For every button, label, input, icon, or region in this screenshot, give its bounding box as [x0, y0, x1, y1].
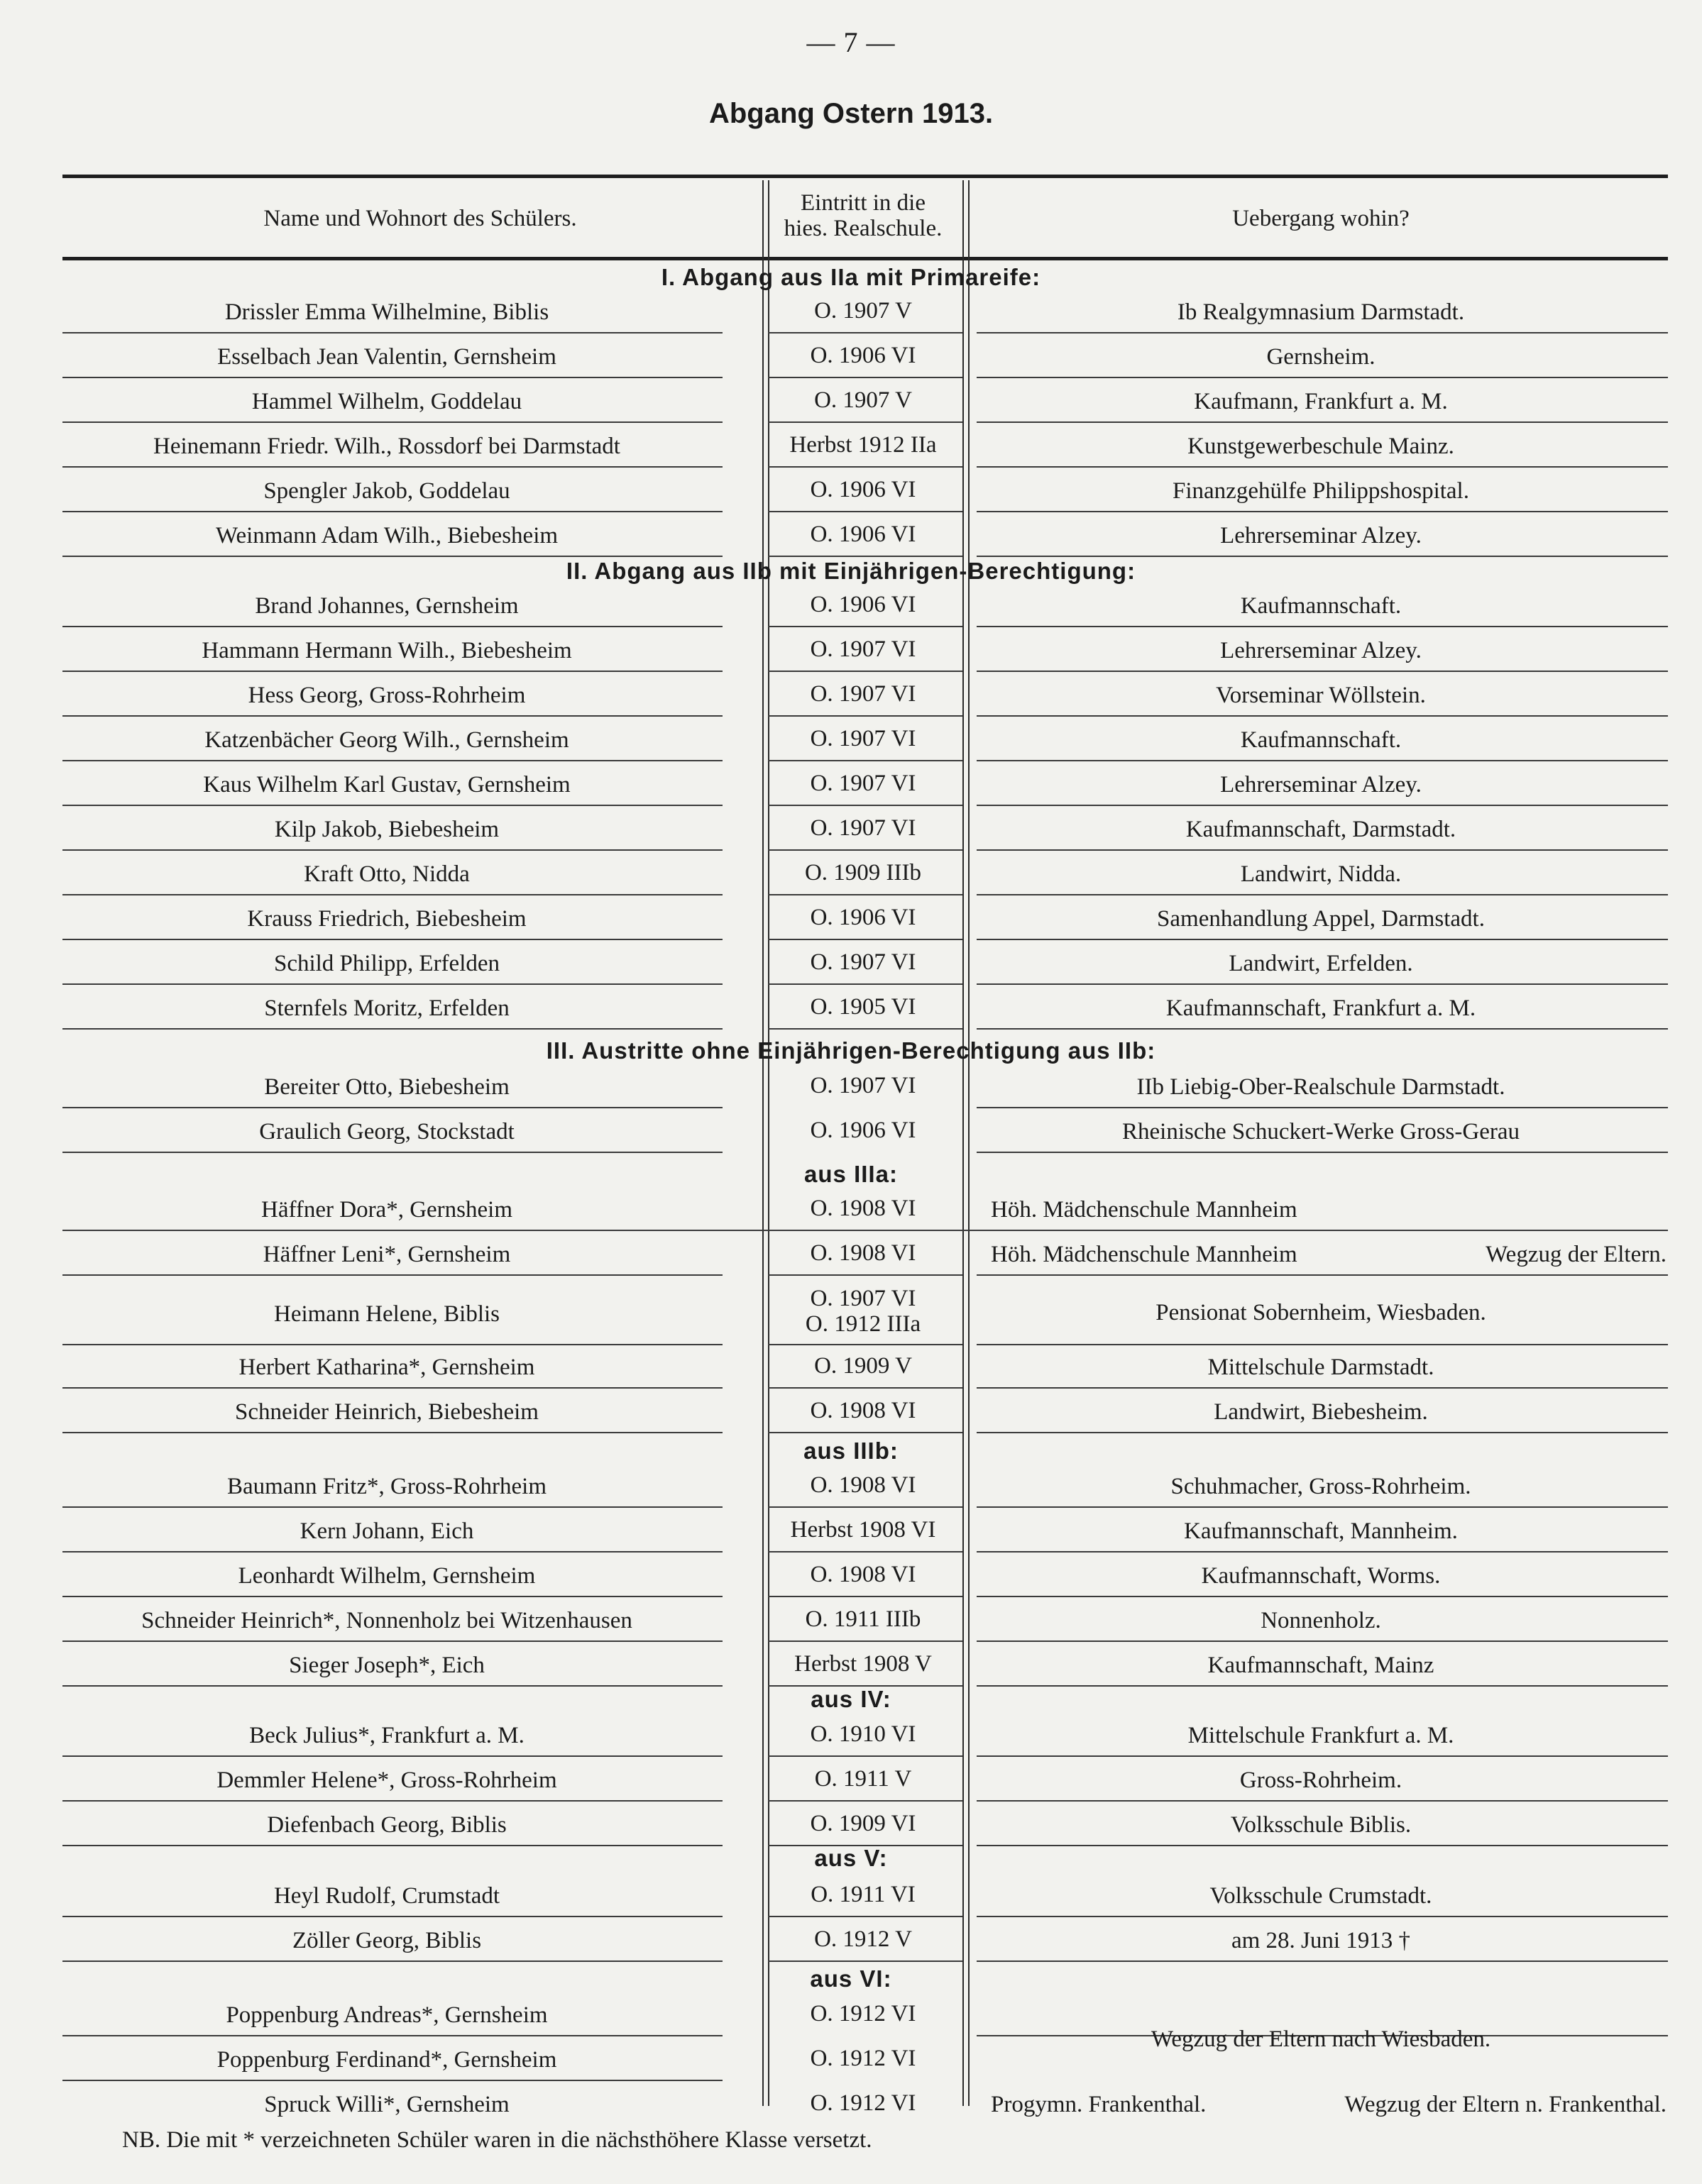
entry-date-line1: O. 1906 VI [810, 905, 916, 930]
student-name: Hess Georg, Gross-Rohrheim [248, 683, 526, 708]
row-rule [62, 1107, 723, 1108]
row-rule [62, 1596, 723, 1597]
row-rule [977, 849, 1668, 851]
student-name: Graulich Georg, Stockstadt [259, 1119, 515, 1145]
transfer-destination: Gernsheim. [1266, 344, 1376, 370]
row-rule [62, 1274, 723, 1276]
row-rule [768, 849, 962, 851]
entry-date [768, 2090, 958, 2116]
entry-date [768, 1517, 958, 1543]
entry-date [768, 771, 958, 796]
entry-date [768, 1353, 958, 1379]
entry-date-line1: O. 1906 VI [810, 477, 916, 502]
student-name: Kraft Otto, Nidda [304, 861, 470, 887]
section-heading: aus V: [814, 1845, 888, 1871]
transfer-destination: Progymn. Frankenthal. [991, 2092, 1207, 2117]
student-name: Häffner Dora*, Gernsheim [260, 1197, 512, 1223]
row-rule [62, 1432, 723, 1433]
student-name: Diefenbach Georg, Biblis [267, 1812, 507, 1838]
row-rule [977, 1028, 1668, 1030]
student-name: Sternfels Moritz, Erfelden [264, 996, 510, 1021]
student-name: Sieger Joseph*, Eich [289, 1653, 485, 1678]
entry-date-line1: O. 1908 VI [810, 1472, 916, 1498]
header-name: Name und Wohnort des Schülers. [263, 206, 577, 231]
row-rule [977, 1755, 1668, 1757]
entry-date [768, 949, 958, 975]
section-heading: aus IV: [811, 1686, 891, 1712]
header-top-rule [62, 175, 1668, 178]
row-rule [977, 1596, 1668, 1597]
row-rule [62, 377, 723, 378]
row-rule [977, 332, 1668, 333]
entry-date-line1: Herbst 1908 VI [790, 1517, 936, 1543]
transfer-destination: Kunstgewerbeschule Mainz. [1187, 434, 1454, 459]
row-rule [768, 332, 962, 333]
transfer-destination: Lehrerseminar Alzey. [1220, 638, 1422, 663]
row-rule [768, 556, 962, 557]
transfer-destination: Samenhandlung Appel, Darmstadt. [1157, 906, 1485, 932]
section-heading: aus IIIa: [804, 1161, 898, 1187]
student-name: Hammann Hermann Wilh., Biebesheim [202, 638, 572, 663]
row-rule [62, 983, 723, 985]
row-rule [977, 715, 1668, 717]
entry-date [768, 1562, 958, 1587]
row-rule [768, 1028, 962, 1030]
student-name: Katzenbächer Georg Wilh., Gernsheim [204, 727, 569, 753]
transfer-destination: Kaufmannschaft. [1240, 727, 1402, 753]
row-rule [62, 894, 723, 895]
row-rule [977, 466, 1668, 468]
row-rule [768, 1640, 962, 1642]
student-name: Heyl Rudolf, Crumstadt [273, 1883, 500, 1909]
entry-date [768, 1926, 958, 1952]
student-name: Hammel Wilhelm, Goddelau [251, 389, 522, 414]
row-rule [62, 466, 723, 468]
entry-date-line1: O. 1911 VI [811, 1882, 916, 1907]
student-name: Heinemann Friedr. Wilh., Rossdorf bei Darmstadt [153, 434, 620, 459]
entry-date [768, 1882, 958, 1907]
entry-date [768, 1472, 958, 1498]
row-rule [977, 421, 1668, 423]
column-divider-2a [962, 180, 964, 2106]
row-rule [62, 671, 723, 672]
entry-date [768, 522, 958, 547]
row-rule [62, 2035, 723, 2036]
row-rule [977, 1960, 1668, 1962]
header-entry-line1: Eintritt in die [801, 190, 926, 216]
transfer-destination: Kaufmannschaft, Mainz [1207, 1653, 1434, 1678]
row-rule [768, 1916, 962, 1917]
entry-date-line1: Herbst 1912 IIa [789, 432, 937, 458]
transfer-destination: Volksschule Biblis. [1230, 1812, 1412, 1838]
entry-date-line1: O. 1908 VI [810, 1196, 916, 1221]
entry-date [768, 1286, 958, 1337]
entry-date-line1: O. 1907 VI [810, 1286, 916, 1311]
transfer-destination: Höh. Mädchenschule Mannheim [991, 1242, 1297, 1267]
student-name: Kaus Wilhelm Karl Gustav, Gernsheim [203, 772, 571, 798]
entry-date-line1: O. 1905 VI [810, 994, 916, 1020]
row-rule [768, 1755, 962, 1757]
entry-date [768, 905, 958, 930]
entry-date [768, 726, 958, 751]
student-name: Weinmann Adam Wilh., Biebesheim [215, 523, 559, 548]
transfer-destination: Kaufmannschaft, Mannheim. [1184, 1518, 1458, 1544]
row-rule [977, 671, 1668, 672]
row-rule [62, 760, 723, 761]
entry-date-line1: O. 1909 IIIb [804, 860, 922, 886]
entry-date [768, 815, 958, 841]
row-rule [977, 760, 1668, 761]
row-rule [62, 2080, 723, 2081]
row-rule [62, 1344, 723, 1345]
row-rule [768, 760, 962, 761]
row-rule [62, 805, 723, 806]
column-divider-1a [762, 180, 764, 2106]
entry-date [768, 2046, 958, 2071]
row-rule [977, 1800, 1668, 1802]
transfer-destination: Schuhmacher, Gross-Rohrheim. [1170, 1474, 1471, 1499]
row-rule [768, 1387, 962, 1389]
transfer-destination: Höh. Mädchenschule Mannheim [991, 1197, 1297, 1223]
entry-date-line1: Herbst 1908 V [794, 1651, 932, 1677]
row-rule [62, 849, 723, 851]
row-rule [977, 1506, 1668, 1508]
row-rule [768, 1432, 962, 1433]
transfer-destination: am 28. Juni 1913 † [1231, 1928, 1411, 1953]
transfer-destination: Mittelschule Darmstadt. [1207, 1355, 1434, 1380]
entry-date [768, 1196, 958, 1221]
entry-date [768, 1651, 958, 1677]
entry-date-line1: O. 1906 VI [810, 592, 916, 617]
student-name: Heimann Helene, Biblis [273, 1301, 500, 1327]
row-rule [768, 1800, 962, 1802]
transfer-destination: Finanzgehülfe Philippshospital. [1173, 478, 1469, 504]
entry-date [768, 1721, 958, 1747]
student-name: Poppenburg Ferdinand*, Gernsheim [216, 2047, 557, 2073]
entry-date [768, 477, 958, 502]
student-name: Schneider Heinrich*, Nonnenholz bei Witzenhausen [141, 1608, 632, 1633]
entry-date [768, 2001, 958, 2026]
student-name: Baumann Fritz*, Gross-Rohrheim [226, 1474, 547, 1499]
entry-date [768, 1118, 958, 1143]
row-rule [977, 556, 1668, 557]
page-number: — 7 — [806, 26, 896, 58]
row-rule [62, 939, 723, 940]
entry-date [768, 432, 958, 458]
row-rule [62, 1640, 723, 1642]
row-rule [62, 1506, 723, 1508]
row-rule [768, 1274, 962, 1276]
transfer-note: Wegzug der Eltern n. Frankenthal. [1344, 2092, 1667, 2117]
entry-date-line1: O. 1911 IIIb [805, 1606, 921, 1632]
footnote: NB. Die mit * verzeichneten Schüler waren in die nächsthöhere Klasse versetzt. [122, 2127, 872, 2153]
transfer-destination: Vorseminar Wöllstein. [1216, 683, 1426, 708]
transfer-destination: Volksschule Crumstadt. [1209, 1883, 1432, 1909]
row-rule [768, 805, 962, 806]
entry-date-line1: O. 1907 V [814, 298, 912, 324]
student-name: Demmler Helene*, Gross-Rohrheim [216, 1767, 557, 1793]
row-rule [62, 1152, 723, 1153]
row-rule [62, 421, 723, 423]
row-rule [977, 939, 1668, 940]
page-title: Abgang Ostern 1913. [708, 98, 994, 129]
transfer-destination: Kaufmannschaft, Frankfurt a. M. [1165, 996, 1476, 1021]
entry-date-line2: O. 1912 IIIa [805, 1311, 921, 1337]
entry-date-line1: O. 1906 VI [810, 1118, 916, 1143]
student-name: Beck Julius*, Frankfurt a. M. [249, 1723, 525, 1748]
entry-date [768, 298, 958, 324]
student-name: Esselbach Jean Valentin, Gernsheim [217, 344, 556, 370]
entry-date-line1: O. 1907 VI [810, 949, 916, 975]
row-rule [977, 1432, 1668, 1433]
entry-date-line1: O. 1907 VI [810, 681, 916, 707]
entry-date-line1: O. 1908 VI [810, 1562, 916, 1587]
entry-date-line1: O. 1909 VI [810, 1811, 916, 1836]
student-name: Zöller Georg, Biblis [292, 1928, 482, 1953]
row-rule [768, 1344, 962, 1345]
row-rule [62, 1028, 723, 1030]
entry-date-line1: O. 1912 VI [810, 2001, 916, 2026]
transfer-destination: Gross-Rohrheim. [1239, 1767, 1402, 1793]
entry-date-line1: O. 1906 VI [810, 343, 916, 368]
student-name: Schneider Heinrich, Biebesheim [235, 1399, 539, 1425]
student-name: Spengler Jakob, Goddelau [263, 478, 510, 504]
entry-date [768, 860, 958, 886]
entry-date-line1: O. 1907 VI [810, 771, 916, 796]
row-rule [977, 1387, 1668, 1389]
entry-date-line1: O. 1907 V [814, 387, 912, 413]
section-heading: aus VI: [810, 1965, 892, 1992]
transfer-destination: Lehrerseminar Alzey. [1220, 772, 1422, 798]
section-heading: II. Abgang aus IIb mit Einjährigen-Berechtigung: [566, 558, 1136, 584]
entry-date [768, 1398, 958, 1423]
row-rule [977, 377, 1668, 378]
student-name: Drissler Emma Wilhelmine, Biblis [224, 299, 549, 325]
entry-date-line1: O. 1911 V [814, 1766, 912, 1792]
row-rule [62, 1800, 723, 1802]
row-rule [768, 939, 962, 940]
student-name: Kern Johann, Eich [300, 1518, 474, 1544]
row-rule [768, 377, 962, 378]
transfer-note: Wegzug der Eltern. [1486, 1242, 1667, 1267]
entry-date [768, 1811, 958, 1836]
row-rule [977, 1344, 1668, 1345]
transfer-destination: Landwirt, Biebesheim. [1214, 1399, 1428, 1425]
transfer-destination: Kaufmannschaft. [1240, 593, 1402, 619]
header-entry [768, 190, 958, 241]
transfer-destination: Ib Realgymnasium Darmstadt. [1177, 299, 1465, 325]
student-name: Häffner Leni*, Gernsheim [263, 1242, 511, 1267]
entry-date [768, 994, 958, 1020]
transfer-destination: Landwirt, Nidda. [1240, 861, 1402, 887]
section-heading: aus IIIb: [803, 1438, 899, 1464]
entry-date-line1: O. 1912 V [814, 1926, 912, 1952]
entry-date [768, 1766, 958, 1792]
row-rule [62, 511, 723, 512]
row-rule [768, 466, 962, 468]
row-rule [977, 805, 1668, 806]
row-rule [768, 1960, 962, 1962]
entry-date [768, 636, 958, 662]
header-bottom-rule [62, 257, 1668, 260]
transfer-destination: Mittelschule Frankfurt a. M. [1187, 1723, 1454, 1748]
row-rule [977, 1274, 1668, 1276]
entry-date [768, 1606, 958, 1632]
row-rule [768, 894, 962, 895]
row-rule [768, 1506, 962, 1508]
transfer-destination: Rheinische Schuckert-Werke Gross-Gerau [1122, 1119, 1520, 1145]
entry-date-line1: O. 1909 V [814, 1353, 912, 1379]
entry-date [768, 681, 958, 707]
row-rule [62, 1387, 723, 1389]
row-rule [768, 1596, 962, 1597]
entry-date-line1: O. 1908 VI [810, 1240, 916, 1266]
transfer-destination: Kaufmannschaft, Darmstadt. [1185, 817, 1456, 842]
row-rule [62, 1960, 723, 1962]
transfer-destination: Lehrerseminar Alzey. [1220, 523, 1422, 548]
row-rule [768, 421, 962, 423]
entry-date-line1: O. 1907 VI [810, 726, 916, 751]
row-rule [62, 1755, 723, 1757]
entry-date-line1: O. 1907 VI [810, 636, 916, 662]
transfer-destination: Pensionat Sobernheim, Wiesbaden. [1155, 1300, 1486, 1325]
header-where: Uebergang wohin? [1232, 206, 1410, 231]
row-rule [62, 626, 723, 627]
row-rule [768, 715, 962, 717]
row-rule [977, 983, 1668, 985]
entry-date [768, 343, 958, 368]
row-rule [62, 715, 723, 717]
column-divider-2b [968, 180, 970, 2106]
row-rule [977, 1152, 1668, 1153]
student-name: Brand Johannes, Gernsheim [255, 593, 519, 619]
transfer-destination: Landwirt, Erfelden. [1229, 951, 1413, 976]
row-rule [62, 1230, 1668, 1231]
entry-date [768, 387, 958, 413]
row-rule [62, 332, 723, 333]
entry-date [768, 1240, 958, 1266]
student-name: Spruck Willi*, Gernsheim [264, 2092, 510, 2117]
entry-date-line1: O. 1908 VI [810, 1398, 916, 1423]
transfer-destination: Kaufmann, Frankfurt a. M. [1194, 389, 1448, 414]
student-name: Bereiter Otto, Biebesheim [264, 1074, 510, 1100]
row-rule [977, 1916, 1668, 1917]
row-rule [768, 626, 962, 627]
student-name: Poppenburg Andreas*, Gernsheim [226, 2002, 548, 2028]
row-rule [768, 983, 962, 985]
row-rule [62, 1551, 723, 1552]
transfer-destination: Kaufmannschaft, Worms. [1201, 1563, 1441, 1589]
row-rule [768, 1551, 962, 1552]
entry-date-line1: O. 1912 VI [810, 2090, 916, 2116]
row-rule [62, 556, 723, 557]
student-name: Leonhardt Wilhelm, Gernsheim [238, 1563, 536, 1589]
student-name: Schild Philipp, Erfelden [273, 951, 500, 976]
row-rule [62, 1916, 723, 1917]
section-heading: I. Abgang aus IIa mit Primareife: [661, 264, 1041, 290]
row-rule [977, 1551, 1668, 1552]
poppenburg-note: Wegzug der Eltern nach Wiesbaden. [1151, 2026, 1491, 2052]
section-heading: III. Austritte ohne Einjährigen-Berechtigung aus IIb: [546, 1037, 1156, 1064]
row-rule [977, 1107, 1668, 1108]
entry-date-line1: O. 1907 VI [810, 815, 916, 841]
header-entry-line2: hies. Realschule. [784, 216, 943, 241]
row-rule [768, 511, 962, 512]
transfer-destination: IIb Liebig-Ober-Realschule Darmstadt. [1136, 1074, 1505, 1100]
student-name: Krauss Friedrich, Biebesheim [247, 906, 527, 932]
entry-date-line1: O. 1912 VI [810, 2046, 916, 2071]
row-rule [977, 1640, 1668, 1642]
entry-date [768, 592, 958, 617]
entry-date [768, 1073, 958, 1098]
entry-date-line1: O. 1906 VI [810, 522, 916, 547]
student-name: Herbert Katharina*, Gernsheim [238, 1355, 535, 1380]
entry-date-line1: O. 1907 VI [810, 1073, 916, 1098]
row-rule [977, 511, 1668, 512]
transfer-destination: Nonnenholz. [1261, 1608, 1381, 1633]
student-name: Kilp Jakob, Biebesheim [274, 817, 500, 842]
row-rule [977, 626, 1668, 627]
entry-date-line1: O. 1910 VI [810, 1721, 916, 1747]
row-rule [977, 894, 1668, 895]
row-rule [768, 671, 962, 672]
